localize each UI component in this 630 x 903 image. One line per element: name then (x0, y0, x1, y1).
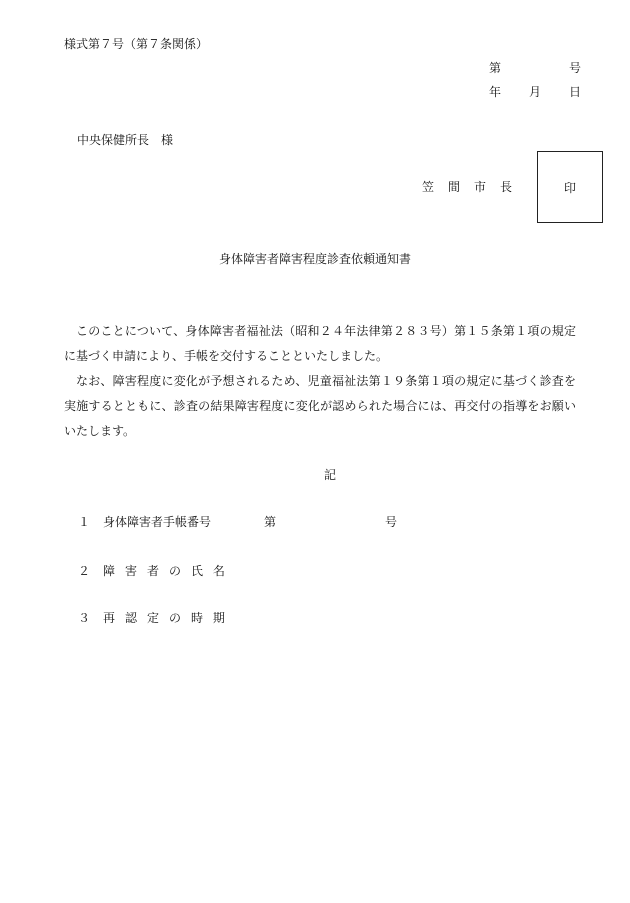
item-number: １ (78, 515, 91, 529)
date-day: 日 (568, 85, 581, 99)
sender-char: 笠 (422, 180, 435, 194)
seal-box (537, 151, 603, 223)
item-label-char: 氏 (190, 564, 203, 578)
ki-heading: 記 (323, 468, 336, 482)
number-suffix: 号 (568, 61, 581, 75)
form-number-label: 様式第７号（第７条関係） (64, 37, 209, 51)
document-title: 身体障害者障害程度診査依頼通知書 (218, 252, 411, 266)
item-label-char: 時 (190, 611, 203, 625)
body-text (64, 319, 576, 444)
passbook-number-prefix: 第 (264, 515, 277, 529)
item-label-char: 期 (212, 611, 225, 625)
item-label-char: 定 (146, 611, 159, 625)
number-prefix: 第 (489, 61, 502, 75)
item-number: ３ (78, 611, 91, 625)
item-label-char: の (168, 564, 181, 578)
item-label (103, 565, 225, 577)
body-paragraph: このことについて、身体障害者福祉法（昭和２４年法律第２８３号）第１５条第１項の規定に基づく申請により、手帳を交付することといたしました。 (64, 324, 576, 363)
date-line (489, 86, 581, 98)
sender-name (422, 181, 512, 193)
date-month: 月 (528, 85, 541, 99)
item-label-char: 名 (212, 564, 225, 578)
sender-char: 長 (499, 180, 512, 194)
item-label-char: の (168, 611, 181, 625)
item-label-char: 害 (124, 564, 137, 578)
item-label-text: 身体障害者手帳番号 (103, 515, 212, 529)
item-number: ２ (78, 564, 91, 578)
item-label-char: 認 (124, 611, 137, 625)
item-label-char: 者 (146, 564, 159, 578)
date-year: 年 (489, 85, 502, 99)
seal-label: 印 (563, 180, 576, 195)
sender-char: 市 (473, 180, 486, 194)
item-label-char: 再 (103, 611, 116, 625)
addressee: 中央保健所長 様 (77, 133, 174, 147)
item-label (103, 612, 225, 624)
sender-char: 間 (447, 180, 460, 194)
passbook-number-suffix: 号 (385, 515, 398, 529)
body-paragraph: なお、障害程度に変化が予想されるため、児童福祉法第１９条第１項の規定に基づく診査を実施するとともに、診査の結果障害程度に変化が認められた場合には、再交付の指導をお願いいたします。 (64, 374, 576, 438)
document-number-line (489, 62, 581, 74)
item-label (103, 516, 225, 528)
item-label-char: 障 (103, 564, 116, 578)
